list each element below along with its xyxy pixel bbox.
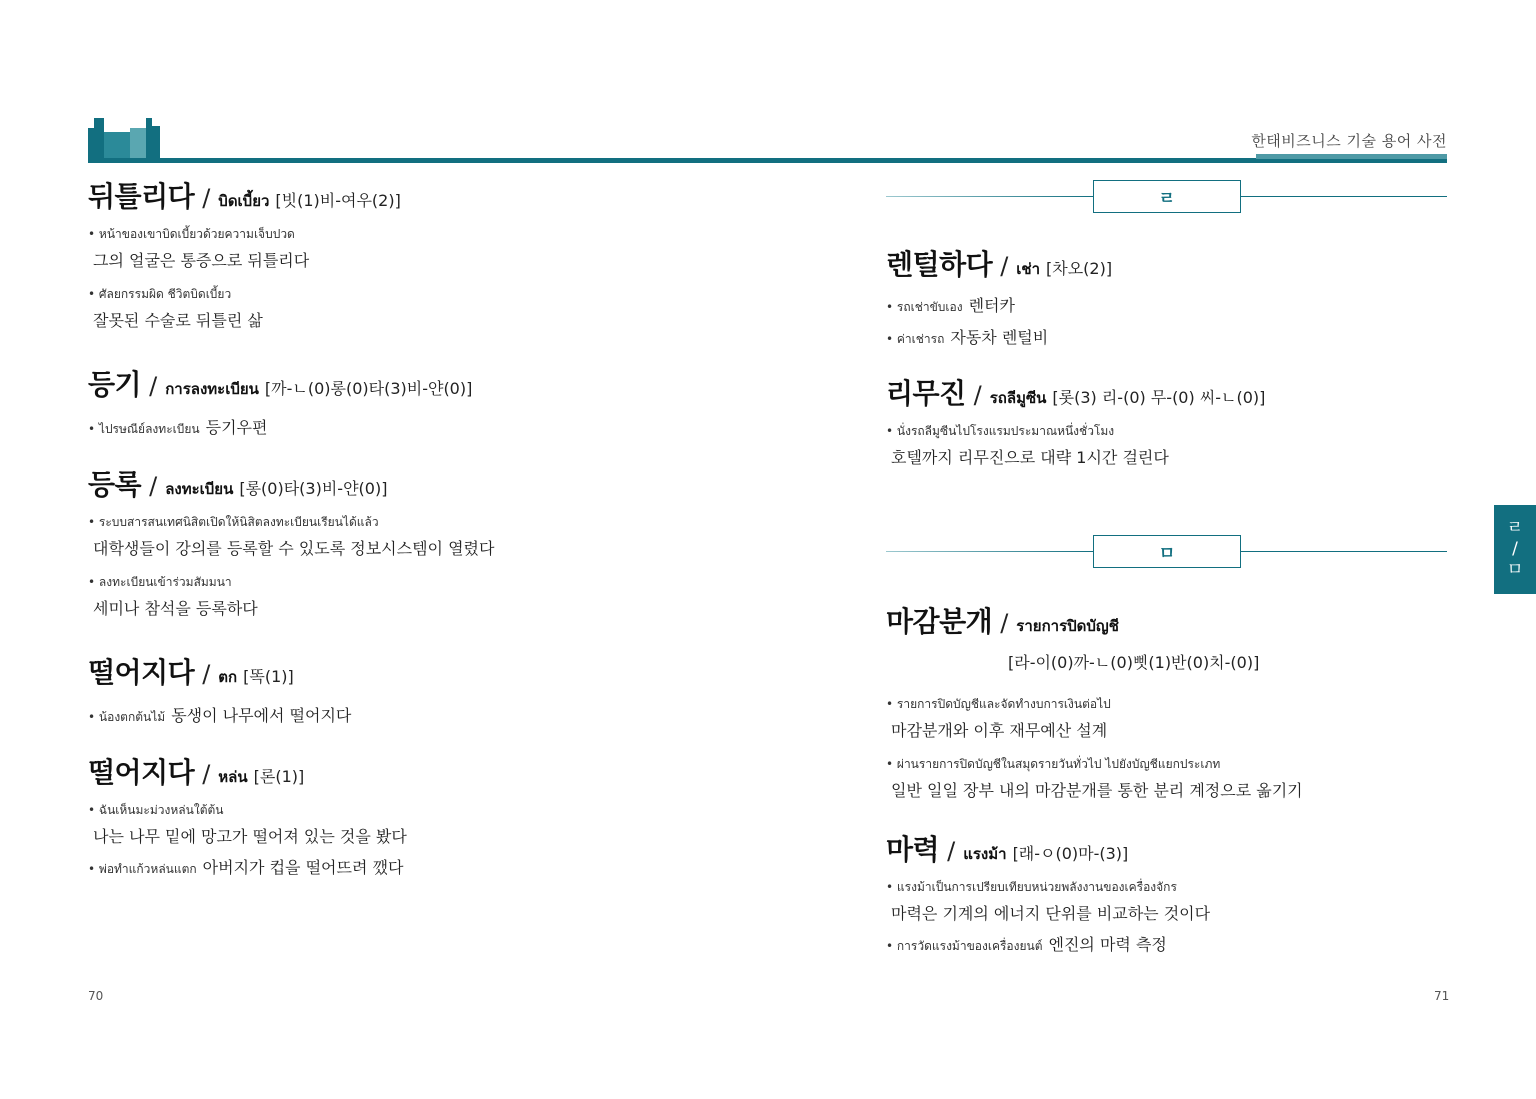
entry-term: 마감분개: [886, 605, 993, 638]
dictionary-entry: [886, 600, 1303, 801]
example-korean: 대학생들이 강의를 등록할 수 있도록 정보시스템이 열렸다: [93, 539, 495, 558]
example-thai: • ลงทะเบียนเข้าร่วมสัมมนา: [88, 573, 494, 592]
dictionary-entry: [88, 463, 494, 619]
example-korean: 동생이 나무에서 떨어지다: [171, 706, 352, 725]
entry-thai: หล่น: [218, 768, 248, 786]
dictionary-entry: [88, 175, 401, 331]
slash-separator: /: [149, 372, 158, 400]
dictionary-entry: [88, 363, 472, 439]
section-divider: [886, 535, 1447, 569]
header-rule-accent: [1256, 154, 1447, 159]
entry-pronunciation: [빗(1)비-여우(2)]: [275, 191, 401, 210]
example-korean: 마감분개와 이후 재무예산 설계: [891, 721, 1108, 740]
entry-thai: รายการปิดบัญชี: [1016, 617, 1119, 635]
slash-separator: /: [947, 837, 956, 865]
entry-term: 떨어지다: [88, 756, 195, 789]
example-thai: • ไปรษณีย์ลงทะเบียน: [88, 420, 200, 439]
example-korean: 마력은 기계의 에너지 단위를 비교하는 것이다: [891, 904, 1211, 923]
entry-thai: การลงทะเบียน: [165, 380, 259, 398]
example-korean: 호텔까지 리무진으로 대략 1시간 걸린다: [891, 448, 1169, 467]
example-thai: • พ่อทำแก้วหล่นแตก: [88, 860, 197, 879]
example-korean: 세미나 참석을 등록하다: [93, 599, 258, 618]
dictionary-entry: [88, 651, 351, 727]
slash-separator: /: [202, 760, 211, 788]
running-title: 한태비즈니스 기술 용어 사전: [1251, 132, 1447, 150]
side-index-tab[interactable]: [1494, 505, 1536, 594]
slash-separator: /: [1000, 252, 1009, 280]
entry-thai: ลงทะเบียน: [165, 480, 234, 498]
header-rule: [88, 158, 1447, 163]
entry-thai: บิดเบี้ยว: [218, 192, 270, 210]
example-thai: • นั่งรถลีมูซีนไปโรงแรมประมาณหนึ่งชั่วโมง: [886, 422, 1265, 441]
dictionary-entry: [88, 751, 407, 879]
entry-pronunciation: [롯(3) 리-(0) 무-(0) 씨-ㄴ(0)]: [1052, 388, 1266, 407]
section-divider: [886, 180, 1447, 214]
entry-pronunciation: [래-ㅇ(0)마-(3)]: [1012, 844, 1129, 863]
dictionary-entry: [886, 243, 1112, 349]
entry-term: 떨어지다: [88, 656, 195, 689]
page-number-right: 71: [1434, 989, 1450, 1003]
example-korean: 일반 일일 장부 내의 마감분개를 통한 분리 계정으로 옮기기: [891, 781, 1303, 800]
example-korean: 엔진의 마력 측정: [1048, 935, 1167, 954]
example-korean: 자동차 렌털비: [950, 328, 1049, 347]
example-thai: • แรงม้าเป็นการเปรียบเทียบหน่วยพลังงานของเครื่องจักร: [886, 878, 1210, 897]
entry-pronunciation: [까-ㄴ(0)롱(0)타(3)비-얀(0)]: [264, 379, 473, 398]
example-thai: • ผ่านรายการปิดบัญชีในสมุดรายวันทั่วไป ไปยังบัญชีแยกประเภท: [886, 755, 1303, 774]
example-thai: • ค่าเช่ารถ: [886, 330, 944, 349]
entry-term: 렌털하다: [886, 248, 993, 281]
entry-pronunciation: [롱(0)타(3)비-얀(0)]: [239, 479, 388, 498]
entry-thai: แรงม้า: [963, 845, 1007, 863]
example-thai: • รายการปิดบัญชีและจัดทำงบการเงินต่อไป: [886, 695, 1303, 714]
side-tab-bottom-letter: ㅁ: [1506, 560, 1524, 580]
entry-thai: เช่า: [1016, 260, 1041, 278]
example-korean: 아버지가 컵을 떨어뜨려 깼다: [202, 858, 404, 877]
dictionary-entry: [886, 372, 1265, 468]
entry-term: 등록: [88, 468, 142, 501]
entry-thai: รถลีมูซีน: [989, 389, 1047, 407]
example-thai: • การวัดแรงม้าของเครื่องยนต์: [886, 937, 1043, 956]
entry-term: 등기: [88, 368, 142, 401]
example-thai: • ฉันเห็นมะม่วงหล่นใต้ต้น: [88, 801, 407, 820]
header-logo-graphic: [88, 118, 160, 162]
example-korean: 등기우편: [205, 418, 268, 437]
entry-pronunciation: [라-이(0)까-ㄴ(0)삣(1)반(0)치-(0)]: [1008, 653, 1260, 672]
side-tab-slash: /: [1512, 539, 1518, 559]
slash-separator: /: [149, 472, 158, 500]
entry-term: 리무진: [886, 377, 966, 410]
entry-term: 마력: [886, 833, 940, 866]
example-thai: • น้องตกต้นไม้: [88, 708, 165, 727]
entry-pronunciation: [론(1)]: [253, 767, 305, 786]
dictionary-entry: [886, 828, 1210, 956]
example-thai: • ศัลยกรรมผิด ชีวิตบิดเบี้ยว: [88, 285, 401, 304]
example-korean: 잘못된 수술로 뒤틀린 삶: [93, 311, 263, 330]
section-letter: ㄹ: [1093, 180, 1241, 213]
slash-separator: /: [1000, 609, 1009, 637]
example-thai: • หน้าของเขาบิดเบี้ยวด้วยความเจ็บปวด: [88, 225, 401, 244]
side-tab-top-letter: ㄹ: [1506, 518, 1524, 538]
example-thai: • ระบบสารสนเทศนิสิตเปิดให้นิสิตลงทะเบียนเรียนได้แล้ว: [88, 513, 494, 532]
entry-pronunciation: [차오(2)]: [1046, 259, 1113, 278]
section-letter: ㅁ: [1093, 535, 1241, 568]
example-korean: 렌터카: [968, 296, 1015, 315]
entry-pronunciation: [똑(1)]: [243, 667, 294, 686]
slash-separator: /: [973, 381, 982, 409]
entry-term: 뒤틀리다: [88, 180, 195, 213]
entry-thai: ตก: [218, 668, 238, 686]
example-korean: 나는 나무 밑에 망고가 떨어져 있는 것을 봤다: [93, 827, 407, 846]
slash-separator: /: [202, 660, 211, 688]
page-number-left: 70: [88, 989, 104, 1003]
example-korean: 그의 얼굴은 통증으로 뒤틀리다: [93, 251, 310, 270]
slash-separator: /: [202, 184, 211, 212]
example-thai: • รถเช่าขับเอง: [886, 298, 963, 317]
